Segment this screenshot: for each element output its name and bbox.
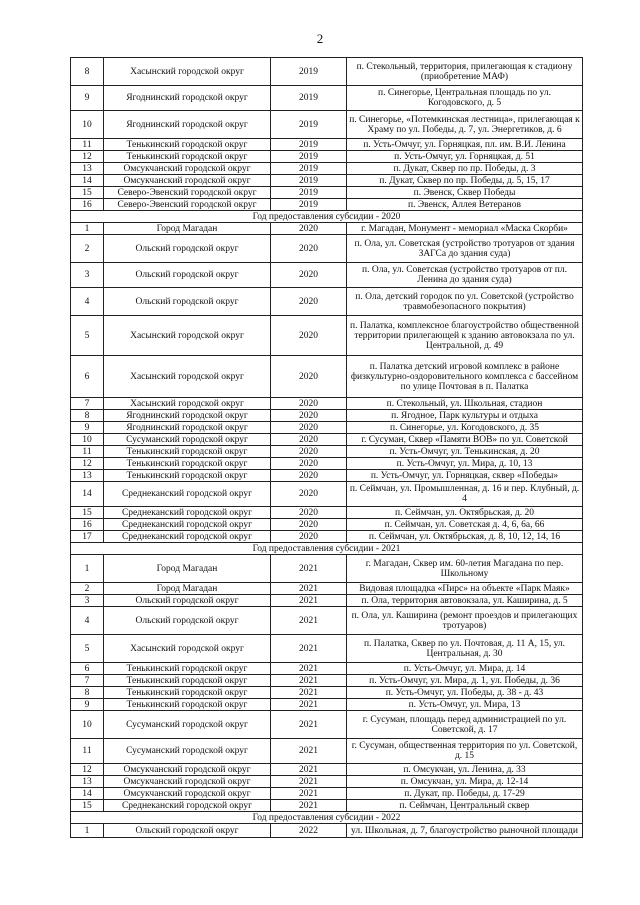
row-number: 12 [71, 151, 104, 163]
row-number: 11 [71, 446, 104, 458]
table-row [71, 410, 583, 422]
table-row [71, 663, 583, 675]
object-cell: п. Палатка, комплексное благоустройство общественной территории прилегающей к зданию автовокзала по ул. Центральной, д. 49 [347, 316, 583, 356]
municipality-cell: Ягоднинский городской округ [104, 111, 271, 139]
section-header: Год предоставления субсидии - 2021 [71, 543, 583, 555]
year-cell: 2021 [271, 555, 347, 583]
row-number: 1 [71, 223, 104, 235]
object-cell: п. Стекольный, ул. Школьная, стадион [347, 398, 583, 410]
municipality-cell: Ольский городской округ [104, 288, 271, 316]
year-cell: 2019 [271, 139, 347, 151]
municipality-cell: Северо-Эвенский городской округ [104, 199, 271, 211]
section-header: Год предоставления субсидии - 2020 [71, 211, 583, 223]
municipality-cell: Омсукчанский городской округ [104, 788, 271, 800]
table-row [71, 151, 583, 163]
row-number: 15 [71, 507, 104, 519]
municipality-cell: Тенькинский городской округ [104, 675, 271, 687]
year-cell: 2019 [271, 58, 347, 86]
table-row [71, 58, 583, 86]
year-cell: 2020 [271, 235, 347, 263]
object-cell: п. Синегорье, Центральная площадь по ул. Когодовского, д. 5 [347, 86, 583, 111]
year-cell: 2021 [271, 663, 347, 675]
municipality-cell: Ольский городской округ [104, 824, 271, 838]
object-cell: г. Сусуман, площадь перед администрацией по ул. Советской, д. 17 [347, 711, 583, 739]
year-cell: 2021 [271, 800, 347, 812]
year-cell: 2021 [271, 583, 347, 595]
object-cell: п. Эвенск, Аллея Ветеранов [347, 199, 583, 211]
row-number: 8 [71, 687, 104, 699]
municipality-cell: Омсукчанский городской округ [104, 163, 271, 175]
row-number: 3 [71, 263, 104, 288]
row-number: 8 [71, 410, 104, 422]
row-number: 5 [71, 635, 104, 663]
object-cell: г. Сусуман, Сквер «Памяти ВОВ» по ул. Советской [347, 434, 583, 446]
year-cell: 2020 [271, 482, 347, 507]
table-row [71, 739, 583, 764]
municipality-cell: Ольский городской округ [104, 607, 271, 635]
row-number: 1 [71, 824, 104, 838]
year-cell: 2020 [271, 446, 347, 458]
municipality-cell: Хасынский городской округ [104, 398, 271, 410]
municipality-cell: Среднеканский городской округ [104, 482, 271, 507]
object-cell: п. Усть-Омчуг, ул. Мира, д. 14 [347, 663, 583, 675]
row-number: 12 [71, 458, 104, 470]
object-cell: п. Усть-Омчуг, ул. Горняцкая, сквер «Победы» [347, 470, 583, 482]
object-cell: п. Синегорье, ул. Когодовского, д. 35 [347, 422, 583, 434]
table-row [71, 635, 583, 663]
year-cell: 2021 [271, 635, 347, 663]
year-cell: 2021 [271, 711, 347, 739]
table-row [71, 470, 583, 482]
table-row [71, 595, 583, 607]
table-row [71, 199, 583, 211]
table-row [71, 175, 583, 187]
table-row [71, 675, 583, 687]
year-cell: 2022 [271, 824, 347, 838]
year-cell: 2020 [271, 422, 347, 434]
row-number: 10 [71, 434, 104, 446]
year-cell: 2020 [271, 410, 347, 422]
row-number: 6 [71, 356, 104, 398]
object-cell: п. Усть-Омчуг, ул. Тенькинская, д. 20 [347, 446, 583, 458]
municipality-cell: Ольский городской округ [104, 263, 271, 288]
row-number: 14 [71, 788, 104, 800]
object-cell: п. Усть-Омчуг, ул. Мира, д. 10, 13 [347, 458, 583, 470]
row-number: 9 [71, 422, 104, 434]
table-row [71, 316, 583, 356]
municipality-cell: Сусуманский городской округ [104, 711, 271, 739]
table-row [71, 356, 583, 398]
row-number: 7 [71, 398, 104, 410]
row-number: 10 [71, 111, 104, 139]
row-number: 9 [71, 699, 104, 711]
municipality-cell: Ягоднинский городской округ [104, 86, 271, 111]
year-cell: 2019 [271, 86, 347, 111]
row-number: 2 [71, 235, 104, 263]
year-cell: 2019 [271, 175, 347, 187]
table-row [71, 764, 583, 776]
year-cell: 2019 [271, 199, 347, 211]
table-row [71, 711, 583, 739]
row-number: 3 [71, 595, 104, 607]
object-cell: п. Ола, ул. Советская (устройство тротуаров от пл. Ленина до здания суда) [347, 263, 583, 288]
object-cell: п. Сеймчан, Центральный сквер [347, 800, 583, 812]
object-cell: п. Палатка детский игровой комплекс в районе физкультурно-оздоровительного комплекса с бассейном по улице Почтовая в п. Палатка [347, 356, 583, 398]
municipality-cell: Сусуманский городской округ [104, 434, 271, 446]
table-row [71, 607, 583, 635]
municipality-cell: Северо-Эвенский городской округ [104, 187, 271, 199]
object-cell: п. Омсукчан, ул. Ленина, д. 33 [347, 764, 583, 776]
table-row [71, 223, 583, 235]
municipality-cell: Город Магадан [104, 583, 271, 595]
municipality-cell: Омсукчанский городской округ [104, 776, 271, 788]
table-row [71, 111, 583, 139]
object-cell: п. Дукат, Сквер по пр. Победы, д. 5, 15, 17 [347, 175, 583, 187]
object-cell: ул. Школьная, д. 7, благоустройство рыночной площади [347, 824, 583, 838]
table-row [71, 555, 583, 583]
row-number: 1 [71, 555, 104, 583]
table-row [71, 788, 583, 800]
object-cell: г. Магадан, Сквер им. 60-летия Магадана по пер. Школьному [347, 555, 583, 583]
year-cell: 2021 [271, 595, 347, 607]
municipality-cell: Хасынский городской округ [104, 58, 271, 86]
year-cell: 2021 [271, 788, 347, 800]
row-number: 16 [71, 199, 104, 211]
object-cell: п. Сеймчан, ул. Промышленная, д. 16 и пер. Клубный, д. 4 [347, 482, 583, 507]
row-number: 17 [71, 531, 104, 543]
object-cell: п. Ола, территория автовокзала, ул. Каширина, д. 5 [347, 595, 583, 607]
municipality-cell: Тенькинский городской округ [104, 470, 271, 482]
row-number: 11 [71, 139, 104, 151]
municipality-cell: Хасынский городской округ [104, 635, 271, 663]
table-row [71, 434, 583, 446]
object-cell: п. Усть-Омчуг, ул. Горняцкая, пл. им. В.И. Ленина [347, 139, 583, 151]
year-cell: 2020 [271, 288, 347, 316]
municipality-cell: Омсукчанский городской округ [104, 764, 271, 776]
section-header: Год предоставления субсидии - 2022 [71, 812, 583, 824]
table-row [71, 288, 583, 316]
table-row [71, 163, 583, 175]
table-row [71, 482, 583, 507]
row-number: 8 [71, 58, 104, 86]
table-row [71, 507, 583, 519]
table-row [71, 800, 583, 812]
object-cell: п. Ягодное, Парк культуры и отдыха [347, 410, 583, 422]
page-number: 2 [316, 31, 324, 46]
municipality-cell: Тенькинский городской округ [104, 458, 271, 470]
row-number: 9 [71, 86, 104, 111]
year-cell: 2020 [271, 470, 347, 482]
year-cell: 2021 [271, 776, 347, 788]
object-cell: п. Усть-Омчуг, ул. Мира, 13 [347, 699, 583, 711]
row-number: 14 [71, 482, 104, 507]
table-row [71, 263, 583, 288]
year-cell: 2020 [271, 519, 347, 531]
municipality-cell: Ольский городской округ [104, 235, 271, 263]
table-row [71, 458, 583, 470]
object-cell: п. Сеймчан, ул. Октябрьская, д. 8, 10, 12, 14, 16 [347, 531, 583, 543]
row-number: 13 [71, 163, 104, 175]
row-number: 15 [71, 800, 104, 812]
object-cell: п. Ола, ул. Каширина (ремонт проездов и прилегающих тротуаров) [347, 607, 583, 635]
municipality-cell: Хасынский городской округ [104, 356, 271, 398]
row-number: 13 [71, 776, 104, 788]
year-cell: 2020 [271, 356, 347, 398]
section-header-row [71, 543, 583, 555]
object-cell: п. Ола, детский городок по ул. Советской (устройство травмобезопасного покрытия) [347, 288, 583, 316]
row-number: 15 [71, 187, 104, 199]
table-row [71, 422, 583, 434]
municipality-cell: Ягоднинский городской округ [104, 422, 271, 434]
row-number: 5 [71, 316, 104, 356]
subsidy-table [70, 57, 583, 838]
year-cell: 2020 [271, 434, 347, 446]
row-number: 4 [71, 288, 104, 316]
municipality-cell: Ольский городской округ [104, 595, 271, 607]
object-cell: п. Усть-Омчуг, ул. Мира, д. 1, ул. Победы, д. 36 [347, 675, 583, 687]
object-cell: п. Сеймчан, ул. Октябрьская, д. 20 [347, 507, 583, 519]
year-cell: 2021 [271, 675, 347, 687]
object-cell: п. Ола, ул. Советская (устройство тротуаров от здания ЗАГСа до здания суда) [347, 235, 583, 263]
object-cell: п. Омсукчан, ул. Мира, д. 12-14 [347, 776, 583, 788]
table-row [71, 776, 583, 788]
year-cell: 2020 [271, 507, 347, 519]
table-row [71, 187, 583, 199]
table-row [71, 519, 583, 531]
object-cell: п. Стекольный, территория, прилегающая к стадиону (приобретение МАФ) [347, 58, 583, 86]
year-cell: 2019 [271, 187, 347, 199]
year-cell: 2021 [271, 687, 347, 699]
section-header-row [71, 211, 583, 223]
row-number: 11 [71, 739, 104, 764]
municipality-cell: Ягоднинский городской округ [104, 410, 271, 422]
section-header-row [71, 812, 583, 824]
object-cell: п. Сеймчан, ул. Советская д. 4, 6, 6а, 66 [347, 519, 583, 531]
table-row [71, 139, 583, 151]
table-row [71, 824, 583, 838]
row-number: 7 [71, 675, 104, 687]
table-row [71, 699, 583, 711]
municipality-cell: Омсукчанский городской округ [104, 175, 271, 187]
object-cell: п. Палатка, Сквер по ул. Почтовая, д. 11 А, 15, ул. Центральная, д. 30 [347, 635, 583, 663]
object-cell: п. Эвенск, Сквер Победы [347, 187, 583, 199]
object-cell: Видовая площадка «Пирс» на объекте «Парк Маяк» [347, 583, 583, 595]
municipality-cell: Хасынский городской округ [104, 316, 271, 356]
year-cell: 2021 [271, 739, 347, 764]
object-cell: п. Синегорье, «Потемкинская лестница», прилегающая к Храму по ул. Победы, д. 7, ул. Энергетиков, д. 6 [347, 111, 583, 139]
municipality-cell: Среднеканский городской округ [104, 531, 271, 543]
municipality-cell: Тенькинский городской округ [104, 139, 271, 151]
year-cell: 2019 [271, 163, 347, 175]
municipality-cell: Среднеканский городской округ [104, 800, 271, 812]
municipality-cell: Город Магадан [104, 555, 271, 583]
table-row [71, 235, 583, 263]
table-row [71, 446, 583, 458]
row-number: 16 [71, 519, 104, 531]
row-number: 10 [71, 711, 104, 739]
municipality-cell: Тенькинский городской округ [104, 446, 271, 458]
year-cell: 2019 [271, 151, 347, 163]
object-cell: г. Сусуман, общественная территория по ул. Советской, д. 15 [347, 739, 583, 764]
row-number: 12 [71, 764, 104, 776]
year-cell: 2019 [271, 111, 347, 139]
row-number: 4 [71, 607, 104, 635]
year-cell: 2021 [271, 699, 347, 711]
object-cell: п. Усть-Омчуг, ул. Победы, д. 38 - д. 43 [347, 687, 583, 699]
row-number: 6 [71, 663, 104, 675]
object-cell: п. Усть-Омчуг, ул. Горняцкая, д. 51 [347, 151, 583, 163]
object-cell: п. Дукат, Сквер по пр. Победы, д. 3 [347, 163, 583, 175]
table-row [71, 687, 583, 699]
municipality-cell: Среднеканский городской округ [104, 507, 271, 519]
municipality-cell: Тенькинский городской округ [104, 687, 271, 699]
object-cell: г. Магадан, Монумент - мемориал «Маска Скорби» [347, 223, 583, 235]
year-cell: 2020 [271, 223, 347, 235]
year-cell: 2020 [271, 398, 347, 410]
object-cell: п. Дукат, пр. Победы, д. 17-29 [347, 788, 583, 800]
year-cell: 2020 [271, 458, 347, 470]
year-cell: 2020 [271, 531, 347, 543]
year-cell: 2021 [271, 764, 347, 776]
table-row [71, 583, 583, 595]
year-cell: 2021 [271, 607, 347, 635]
municipality-cell: Город Магадан [104, 223, 271, 235]
table-row [71, 86, 583, 111]
year-cell: 2020 [271, 263, 347, 288]
table-row [71, 398, 583, 410]
year-cell: 2020 [271, 316, 347, 356]
municipality-cell: Сусуманский городской округ [104, 739, 271, 764]
table-row [71, 531, 583, 543]
municipality-cell: Тенькинский городской округ [104, 663, 271, 675]
row-number: 2 [71, 583, 104, 595]
row-number: 14 [71, 175, 104, 187]
municipality-cell: Тенькинский городской округ [104, 151, 271, 163]
municipality-cell: Среднеканский городской округ [104, 519, 271, 531]
municipality-cell: Тенькинский городской округ [104, 699, 271, 711]
row-number: 13 [71, 470, 104, 482]
